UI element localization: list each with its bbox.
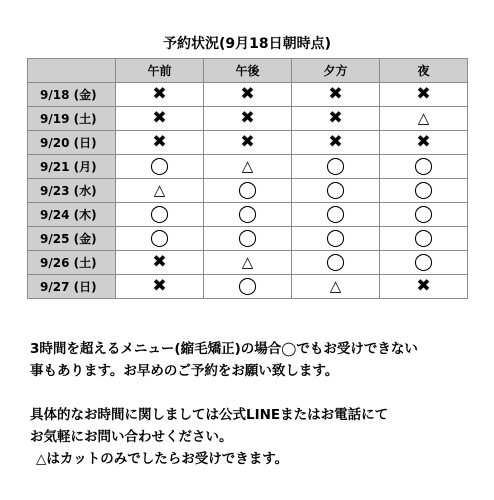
availability-cell-morning — [116, 251, 204, 275]
unavailable-cross-icon: ✖ — [416, 276, 431, 296]
table-row — [28, 179, 468, 203]
availability-cell-night — [380, 227, 468, 251]
available-circle-icon: ◯ — [149, 156, 170, 176]
table-header-row — [28, 59, 468, 83]
availability-cell-night — [380, 275, 468, 299]
available-circle-icon: ◯ — [237, 276, 258, 296]
unavailable-cross-icon: ✖ — [416, 132, 431, 152]
availability-cell-night — [380, 251, 468, 275]
available-circle-icon: ◯ — [413, 228, 434, 248]
availability-cell-night — [380, 155, 468, 179]
date-cell: 9/23 (水) — [28, 179, 116, 203]
available-circle-icon: ◯ — [413, 204, 434, 224]
availability-cell-afternoon — [204, 275, 292, 299]
availability-cell-evening — [292, 155, 380, 179]
unavailable-cross-icon: ✖ — [416, 84, 431, 104]
unavailable-cross-icon: ✖ — [152, 252, 167, 272]
unavailable-cross-icon: ✖ — [328, 132, 343, 152]
note-line-3: 具体的なお時間に関しましては公式LINEまたはお電話にて — [30, 407, 389, 423]
unavailable-cross-icon: ✖ — [240, 84, 255, 104]
unavailable-cross-icon: ✖ — [328, 84, 343, 104]
unavailable-cross-icon: ✖ — [152, 276, 167, 296]
limited-triangle-icon: △ — [241, 157, 254, 175]
date-cell: 9/19 (土) — [28, 107, 116, 131]
limited-triangle-icon: △ — [241, 253, 254, 271]
unavailable-cross-icon: ✖ — [152, 108, 167, 128]
availability-cell-night — [380, 107, 468, 131]
limited-triangle-icon: △ — [329, 277, 342, 295]
available-circle-icon: ◯ — [413, 252, 434, 272]
availability-cell-morning — [116, 203, 204, 227]
date-cell: 9/18 (金) — [28, 83, 116, 107]
availability-cell-morning — [116, 227, 204, 251]
table-row — [28, 251, 468, 275]
table-row — [28, 83, 468, 107]
date-cell: 9/27 (日) — [28, 275, 116, 299]
availability-cell-evening — [292, 275, 380, 299]
note-line-5: △はカットのみでしたらお受けできます。 — [36, 451, 289, 467]
table-row — [28, 203, 468, 227]
column-header-morning: 午前 — [116, 59, 204, 83]
availability-cell-evening — [292, 107, 380, 131]
date-cell: 9/20 (日) — [28, 131, 116, 155]
table-row — [28, 131, 468, 155]
reservation-table — [27, 58, 468, 299]
availability-cell-morning — [116, 275, 204, 299]
available-circle-icon: ◯ — [237, 228, 258, 248]
note-line-1: 3時間を超えるメニュー(縮毛矯正)の場合◯でもお受けできない — [30, 341, 418, 357]
column-header-afternoon: 午後 — [204, 59, 292, 83]
date-cell: 9/25 (金) — [28, 227, 116, 251]
availability-cell-evening — [292, 131, 380, 155]
limited-triangle-icon: △ — [417, 109, 430, 127]
availability-cell-night — [380, 179, 468, 203]
availability-cell-night — [380, 203, 468, 227]
available-circle-icon: ◯ — [237, 204, 258, 224]
available-circle-icon: ◯ — [149, 204, 170, 224]
available-circle-icon: ◯ — [325, 204, 346, 224]
availability-cell-evening — [292, 83, 380, 107]
column-header-night: 夜 — [380, 59, 468, 83]
note-line-4: お気軽にお問い合わせください。 — [30, 429, 233, 445]
availability-cell-evening — [292, 227, 380, 251]
unavailable-cross-icon: ✖ — [152, 132, 167, 152]
availability-cell-evening — [292, 251, 380, 275]
table-corner-cell — [28, 59, 116, 83]
availability-cell-afternoon — [204, 203, 292, 227]
date-cell: 9/26 (土) — [28, 251, 116, 275]
availability-cell-afternoon — [204, 107, 292, 131]
availability-cell-night — [380, 83, 468, 107]
unavailable-cross-icon: ✖ — [240, 108, 255, 128]
limited-triangle-icon: △ — [153, 181, 166, 199]
availability-cell-afternoon — [204, 155, 292, 179]
date-cell: 9/24 (木) — [28, 203, 116, 227]
availability-cell-morning — [116, 155, 204, 179]
availability-cell-afternoon — [204, 179, 292, 203]
date-cell: 9/21 (月) — [28, 155, 116, 179]
availability-cell-morning — [116, 179, 204, 203]
page-title: 予約状況(9月18日朝時点) — [162, 36, 332, 52]
table-row — [28, 227, 468, 251]
available-circle-icon: ◯ — [325, 156, 346, 176]
available-circle-icon: ◯ — [413, 180, 434, 200]
available-circle-icon: ◯ — [325, 228, 346, 248]
available-circle-icon: ◯ — [325, 180, 346, 200]
unavailable-cross-icon: ✖ — [152, 84, 167, 104]
table-row — [28, 107, 468, 131]
column-header-evening: 夕方 — [292, 59, 380, 83]
table-row — [28, 155, 468, 179]
availability-cell-afternoon — [204, 251, 292, 275]
availability-cell-night — [380, 131, 468, 155]
table-row — [28, 275, 468, 299]
availability-cell-morning — [116, 83, 204, 107]
available-circle-icon: ◯ — [237, 180, 258, 200]
availability-cell-morning — [116, 107, 204, 131]
available-circle-icon: ◯ — [149, 228, 170, 248]
availability-cell-evening — [292, 203, 380, 227]
unavailable-cross-icon: ✖ — [240, 132, 255, 152]
availability-cell-afternoon — [204, 227, 292, 251]
availability-cell-afternoon — [204, 131, 292, 155]
available-circle-icon: ◯ — [325, 252, 346, 272]
unavailable-cross-icon: ✖ — [328, 108, 343, 128]
available-circle-icon: ◯ — [413, 156, 434, 176]
availability-cell-evening — [292, 179, 380, 203]
availability-cell-afternoon — [204, 83, 292, 107]
availability-cell-morning — [116, 131, 204, 155]
note-line-2: 事もあります。お早めのご予約をお願い致します。 — [30, 363, 339, 379]
